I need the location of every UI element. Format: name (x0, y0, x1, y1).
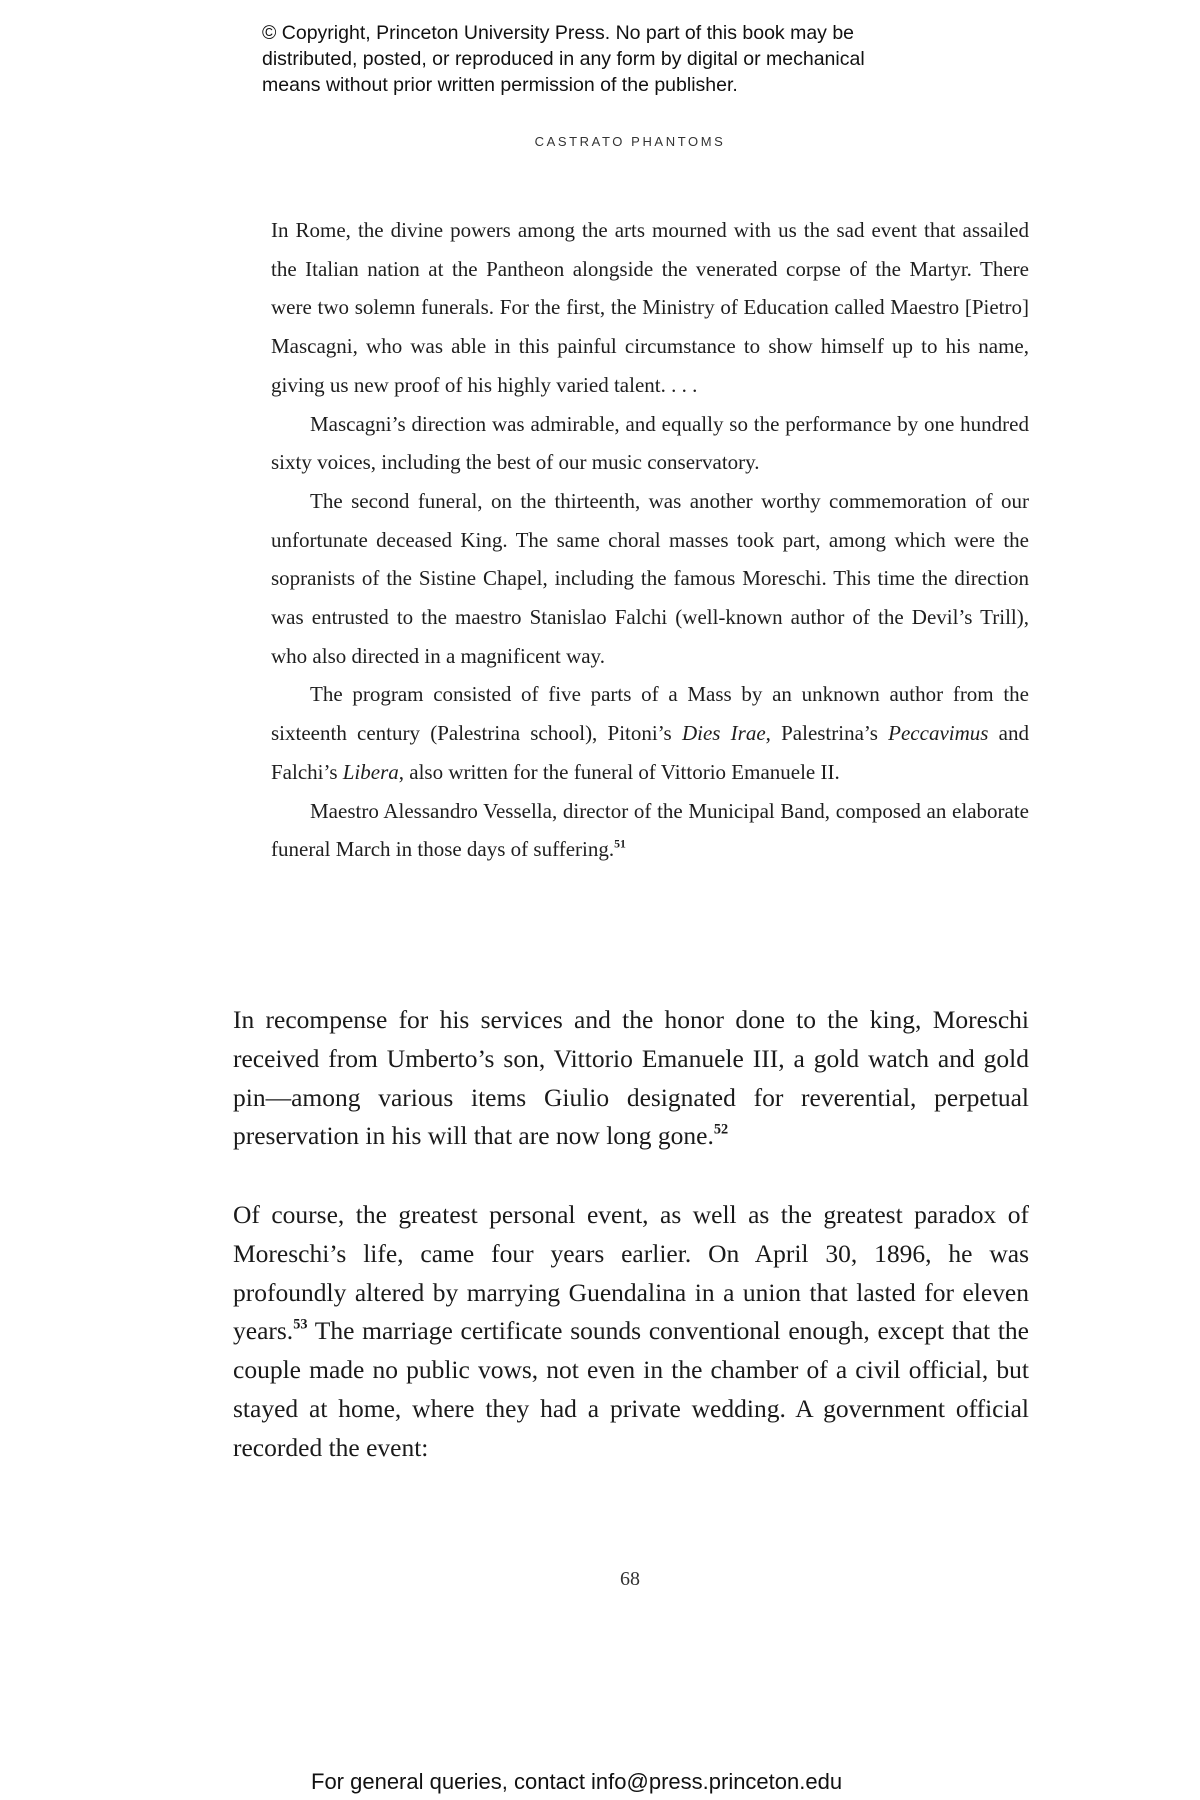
work-title: Dies Irae (681, 721, 766, 746)
body-paragraph (233, 1001, 1029, 1156)
copyright-notice (262, 20, 1022, 98)
quote-text: Maestro Alessandro Vessella, director of the Municipal Band, composed an elaborate funeral March in those days of suffering. (271, 798, 1029, 862)
block-quote (271, 211, 1029, 869)
paragraph-text-run: Of course, the greatest personal event, as well as the greatest paradox of Moreschi’s life, came four years earlier. On April 30, 1896, he was profoundly altered by marrying Guendalina in a union that lasted for eleven years. (233, 1200, 1029, 1346)
quote-paragraph: Mascagni’s direction was admirable, and equally so the performance by one hundred sixty voices, including the best of our music conservatory. (271, 411, 1029, 475)
copyright-line: distributed, posted, or reproduced in any form by digital or mechanical (262, 48, 865, 70)
copyright-line: © Copyright, Princeton University Press. No part of this book may be (262, 22, 855, 44)
quote-text: The program consisted of five parts of a Mass by an unknown author from the sixteenth century (Palestrina school), Pitoni’s (271, 682, 1029, 746)
quote-paragraph (271, 792, 1029, 869)
paragraph-text (233, 1001, 1029, 1156)
work-title: Peccavimus (888, 721, 989, 746)
body-paragraph (233, 1196, 1029, 1468)
footnote-ref[interactable]: 53 (293, 1317, 308, 1334)
quote-paragraph: The second funeral, on the thirteenth, was another worthy commemoration of our unfortunate deceased King. The same choral masses took part, among which were the sopranists of the Sistine Chapel, including the famous Moreschi. This time the direction was entrusted to the maestro Stanislao Falchi (well-known author of the Devil’s Trill), who also directed in a magnificent way. (271, 488, 1029, 668)
copyright-line: means without prior written permission of the publisher. (262, 74, 738, 96)
work-title: Libera (342, 759, 399, 784)
footnote-ref[interactable]: 51 (614, 837, 626, 851)
quote-paragraph: In Rome, the divine powers among the arts mourned with us the sad event that assailed the Italian nation at the Pantheon alongside the venerated corpse of the Martyr. There were two solemn funerals. For the first, the Ministry of Education called Maestro [Pietro] Mascagni, who was able in this painful circumstance to show himself up to his name, giving us new proof of his highly varied talent. . . . (271, 218, 1029, 397)
paragraph-text (233, 1196, 1029, 1468)
quote-text: and Falchi’s (271, 721, 1029, 784)
quote-paragraph (271, 675, 1029, 791)
footer-notice: For general queries, contact info@press.princeton.edu (311, 1769, 843, 1794)
quote-text: , Palestrina’s (765, 721, 889, 746)
page-number: 68 (620, 1568, 640, 1590)
running-head: CASTRATO PHANTOMS (534, 134, 726, 149)
footnote-ref[interactable]: 52 (713, 1122, 729, 1139)
paragraph-text-run: The marriage certificate sounds conventional enough, except that the couple made no public vows, not even in the chamber of a civil official, but stayed at home, where they had a private wedding. A government official recorded the event: (233, 1316, 1029, 1462)
quote-text: , also written for the funeral of Vittorio Emanuele II. (398, 759, 840, 784)
paragraph-text-run: In recompense for his services and the honor done to the king, Moreschi received from Umberto’s son, Vittorio Emanuele III, a gold watch and gold pin—among various items Giulio designated for reverential, perpetual preservation in his will that are now long gone. (233, 1005, 1029, 1151)
